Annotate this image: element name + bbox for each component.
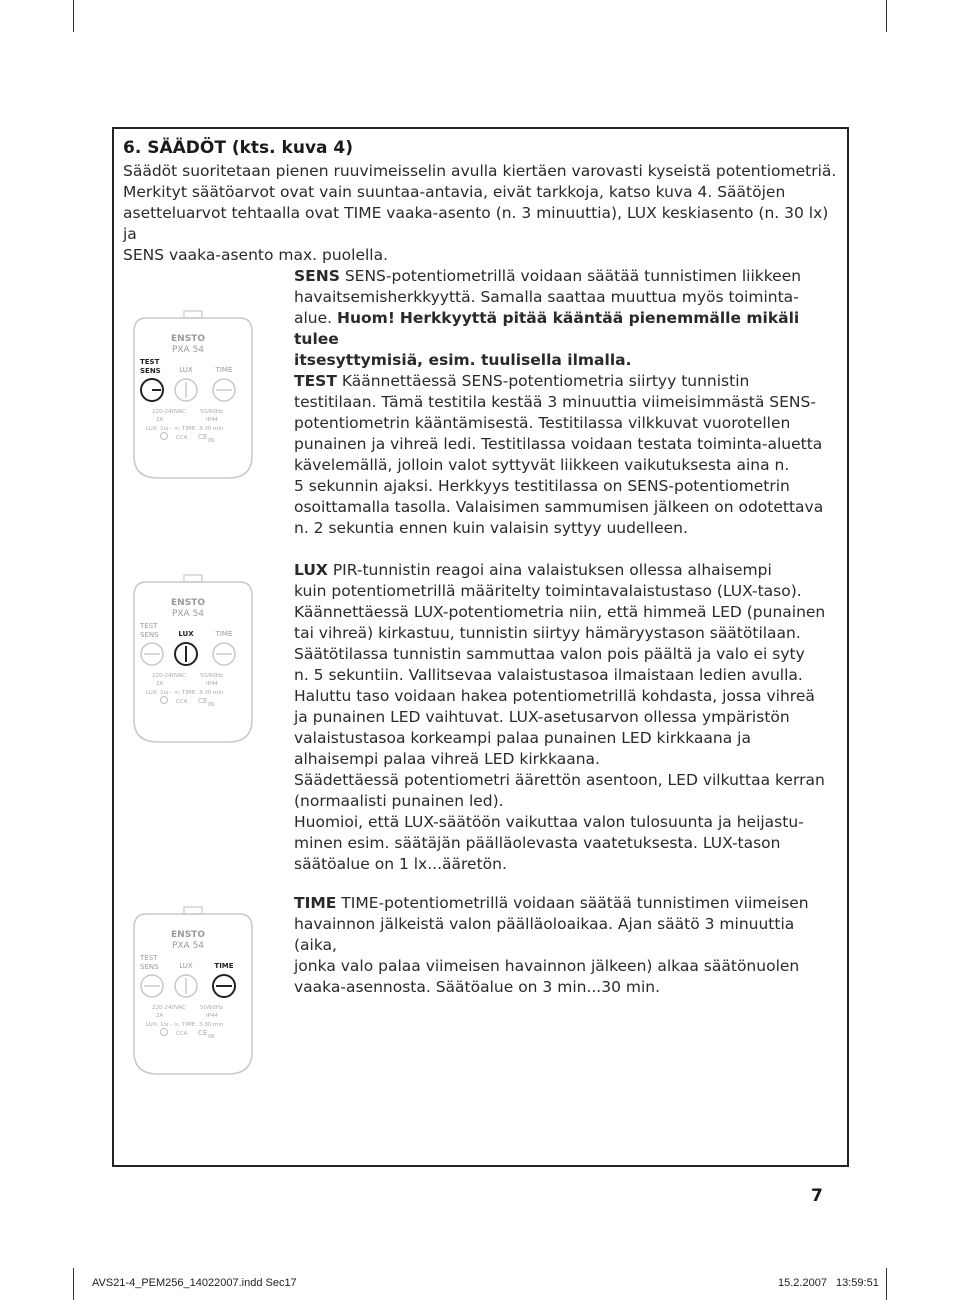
lux-line: kuin potentiometrillä määritelty toimintavalaistustaso (LUX-taso). [294,582,802,600]
spec-freq: 50/60Hz [200,409,223,415]
time-line: havainnon jälkeistä valon päälläoloaikaa. Ajan säätö 3 minuuttia (aika, [294,915,795,954]
lux-line: Säädettäessä potentiometri äärettön asentoon, LED vilkuttaa kerran [294,771,825,789]
time-term: TIME [294,894,337,912]
test-section [294,371,834,539]
sens-line: havaitsemisherkkyyttä. Samalla saattaa muuttua myös toiminta- [294,288,799,306]
spec-voltage: 220-240VAC [152,1005,186,1011]
test-line: potentiometrin kääntämisestä. Testitilassa vilkkuvat vuorotellen [294,414,791,432]
test-line: kävelemällä, jolloin valot syttyvät liikkeen vaikutuksesta aina n. [294,456,790,474]
device-label-test: TEST [140,622,158,630]
device-label-lux: LUX [178,630,194,638]
intro-line: Merkityt säätöarvot ovat vain suuntaa-antavia, eivät tarkkoja, katso kuva 4. Säätöjen [123,183,786,201]
intro-line: SENS vaaka-asento max. puolella. [123,246,389,264]
lux-term: LUX [294,561,328,579]
section-heading: 6. SÄÄDÖT (kts. kuva 4) [123,138,354,158]
lux-line: ja punainen LED vaihtuvat. LUX-asetusarvon ollessa ympäristön [294,708,790,726]
test-line: n. 2 sekuntia ennen kuin valaisin syttyy uudelleen. [294,519,688,537]
spec-freq: 50/60Hz [200,673,223,679]
lux-line: Huomioi, että LUX-säätöön vaikuttaa valon tulosuunta ja heijastu- [294,813,804,831]
intro-line: asetteluarvot tehtaalla ovat TIME vaaka-asento (n. 3 minuuttia), LUX keskiasento (n. 30 lx) ja [123,204,829,243]
spec-range: LUX: 1lx - ∞, TIME: 3-30 min [146,1022,224,1028]
spec-current: 2A [156,1013,164,1019]
sens-warning-line: Herkkyyttä pitää kääntää pienemmälle mikäli tulee [294,309,800,348]
sens-warning-line: itsesyttymisiä, esim. tuulisella ilmalla. [294,351,632,369]
sens-section [294,266,834,371]
lux-line: n. 5 sekuntiin. Vallitsevaa valaistustasoa ilmaistaan ledien avulla. [294,666,803,684]
sens-warning-lead: Huom! [337,309,395,327]
lux-line: Käännettäessä LUX-potentiometria niin, että himmeä LED (punainen [294,603,826,621]
lux-section [294,560,834,875]
slug-time: 13:59:51 [836,1277,879,1289]
crop-mark [886,0,887,32]
device-illustration-sens [128,306,258,490]
cert-year: 06 [208,1034,215,1040]
spec-range: LUX: 1lx - ∞, TIME: 3-30 min [146,426,224,432]
device-brand: ENSTO [171,598,205,608]
page-number: 7 [811,1186,823,1206]
cert-ce: CE [198,697,208,705]
lux-line: valaistustasoa korkeampi palaa punainen LED kirkkaana ja [294,729,751,747]
sens-line: alue. [294,309,333,327]
lux-line: säätöalue on 1 lx...ääretön. [294,855,507,873]
sens-term: SENS [294,267,340,285]
slug-date: 15.2.2007 [778,1277,827,1289]
sens-line: SENS-potentiometrillä voidaan säätää tunnistimen liikkeen [344,267,802,285]
device-label-lux: LUX [179,366,193,374]
cert-cca: CCA [176,699,188,705]
intro-paragraph [123,161,838,266]
lux-line: PIR-tunnistin reagoi aina valaistuksen ollessa alhaisempi [332,561,772,579]
crop-mark [73,0,74,32]
time-line: vaaka-asennosta. Säätöalue on 3 min...30 min. [294,978,661,996]
time-line: TIME-potentiometrillä voidaan säätää tunnistimen viimeisen [341,894,809,912]
test-term: TEST [294,372,337,390]
spec-ip: IP44 [206,1013,218,1019]
device-brand: ENSTO [171,930,205,940]
device-label-lux: LUX [179,962,193,970]
spec-voltage: 220-240VAC [152,409,186,415]
test-line: osoittamalla tasolla. Valaisimen sammumisen jälkeen on odotettava [294,498,824,516]
spec-ip: IP44 [206,681,218,687]
cert-cca: CCA [176,435,188,441]
device-model: PXA 54 [171,609,205,619]
spec-voltage: 220-240VAC [152,673,186,679]
cert-ce: CE [198,1029,208,1037]
crop-mark [73,1268,74,1300]
test-line: 5 sekunnin ajaksi. Herkkyys testitilassa on SENS-potentiometrin [294,477,790,495]
time-line: jonka valo palaa viimeisen havainnon jälkeen) alkaa säätönuolen [294,957,800,975]
spec-current: 2A [156,417,164,423]
lux-line: minen esim. säätäjän päälläolevasta vaatetuksesta. LUX-tason [294,834,781,852]
spec-freq: 50/60Hz [200,1005,223,1011]
device-label-sens: SENS [140,631,159,639]
cert-ce: CE [198,433,208,441]
device-label-sens: SENS [140,367,161,375]
cert-cca: CCA [176,1031,188,1037]
lux-line: tai vihreä) kirkastuu, tunnistin siirtyy hämäryystason säätötilaan. [294,624,801,642]
time-section [294,893,834,998]
spec-range: LUX: 1lx - ∞, TIME: 3-30 min [146,690,224,696]
device-illustration-time [128,902,258,1086]
device-label-time: TIME [214,962,234,970]
spec-ip: IP44 [206,417,218,423]
device-model: PXA 54 [171,345,205,355]
lux-line: Säätötilassa tunnistin sammuttaa valon pois päältä ja valo ei syty [294,645,805,663]
lux-line: alhaisempi palaa vihreä LED kirkkaana. [294,750,600,768]
device-brand: ENSTO [171,334,205,344]
device-label-test: TEST [140,358,160,366]
device-illustration-lux [128,570,258,754]
cert-year: 06 [208,438,215,444]
slug-file: AVS21-4_PEM256_14022007.indd Sec17 [92,1277,297,1289]
device-label-test: TEST [140,954,158,962]
lux-line: (normaalisti punainen led). [294,792,504,810]
lux-line: Haluttu taso voidaan hakea potentiometrillä kohdasta, jossa vihreä [294,687,815,705]
crop-mark [886,1268,887,1300]
intro-line: Säädöt suoritetaan pienen ruuvimeisselin avulla kiertäen varovasti kyseistä potentiometriä. [123,162,837,180]
test-line: punainen ja vihreä ledi. Testitilassa voidaan testata toiminta-aluetta [294,435,823,453]
device-label-time: TIME [215,366,233,374]
test-line: testitilaan. Tämä testitila kestää 3 minuuttia viimeisimmästä SENS- [294,393,816,411]
device-model: PXA 54 [171,941,205,951]
test-line: Käännettäessä SENS-potentiometria siirtyy tunnistin [341,372,750,390]
device-label-sens: SENS [140,963,159,971]
spec-current: 2A [156,681,164,687]
device-label-time: TIME [215,630,233,638]
cert-year: 06 [208,702,215,708]
